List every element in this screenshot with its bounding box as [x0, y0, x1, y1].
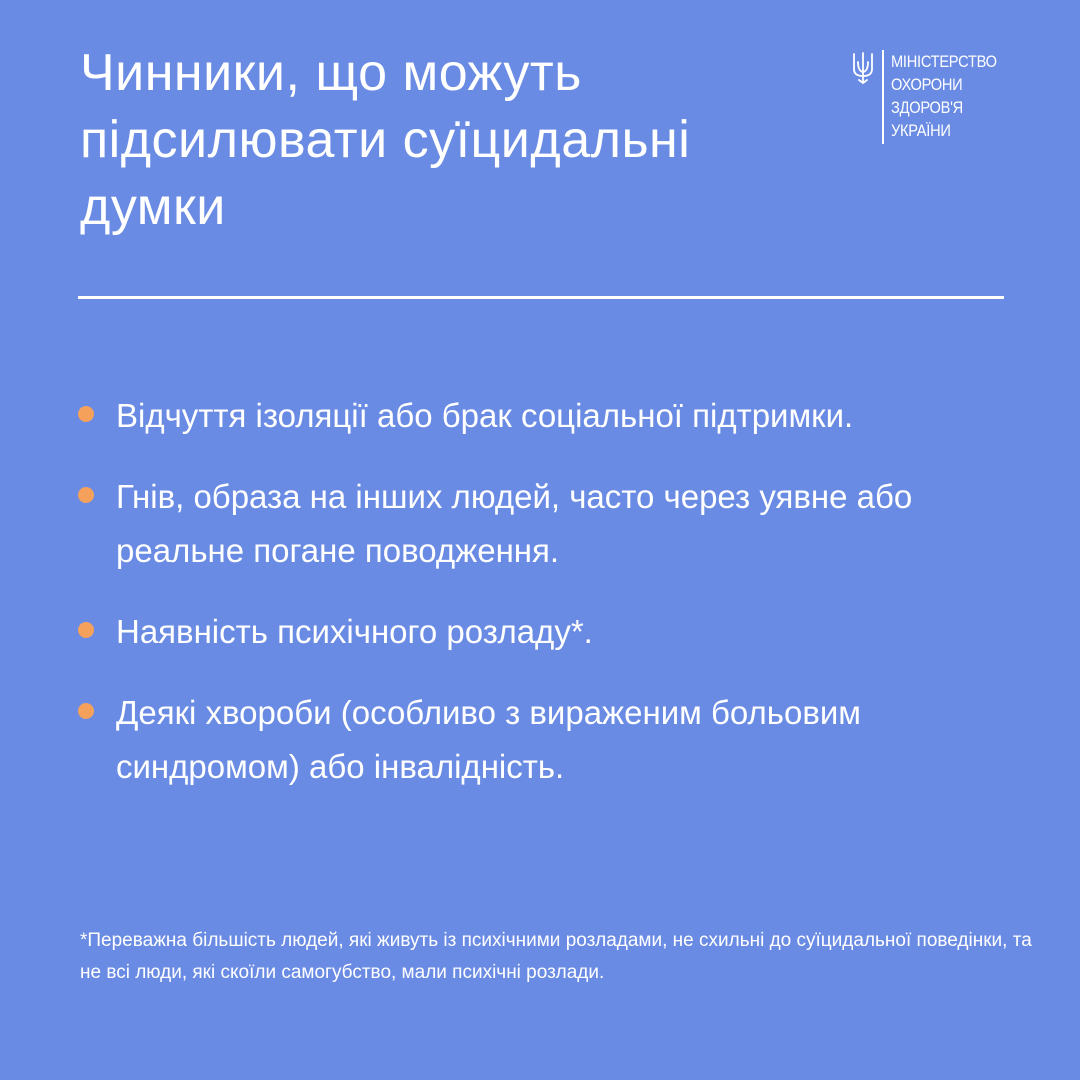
- footnote: *Переважна більшість людей, які живуть із психічними розладами, не схильні до суїцидальної поведінки, та не всі люди, які скоїли самогубство, мали психічні розлади.: [80, 930, 1032, 983]
- list-item: [78, 389, 978, 443]
- bullet-dot-icon: [78, 406, 94, 422]
- logo-text: [891, 50, 997, 142]
- bullet-dot-icon: [78, 703, 94, 719]
- factor-text: Деякі хвороби (особливо з вираженим больовим синдромом) або інвалідність.: [116, 694, 861, 785]
- factor-text: Наявність психічного розладу*.: [116, 613, 593, 650]
- page-title: Чинники, що можуть підсилювати суїцидальні думки: [80, 44, 691, 236]
- title-divider: [78, 296, 1004, 299]
- list-item: [78, 686, 978, 794]
- list-item: [78, 605, 978, 659]
- logo-line: ОХОРОНИ: [891, 75, 963, 94]
- factors-list: [78, 389, 978, 821]
- list-item: [78, 470, 978, 578]
- logo-divider: [882, 50, 884, 144]
- logo-line: МІНІСТЕРСТВО: [891, 52, 997, 71]
- logo-line: ЗДОРОВ'Я: [891, 98, 963, 117]
- logo-line: УКРАЇНИ: [891, 121, 951, 140]
- factor-text: Відчуття ізоляції або брак соціальної підтримки.: [116, 397, 854, 434]
- bullet-dot-icon: [78, 622, 94, 638]
- bullet-dot-icon: [78, 487, 94, 503]
- ministry-logo: [852, 50, 1014, 144]
- factor-text: Гнів, образа на інших людей, часто через уявне або реальне погане поводження.: [116, 478, 913, 569]
- trident-icon: [852, 52, 874, 84]
